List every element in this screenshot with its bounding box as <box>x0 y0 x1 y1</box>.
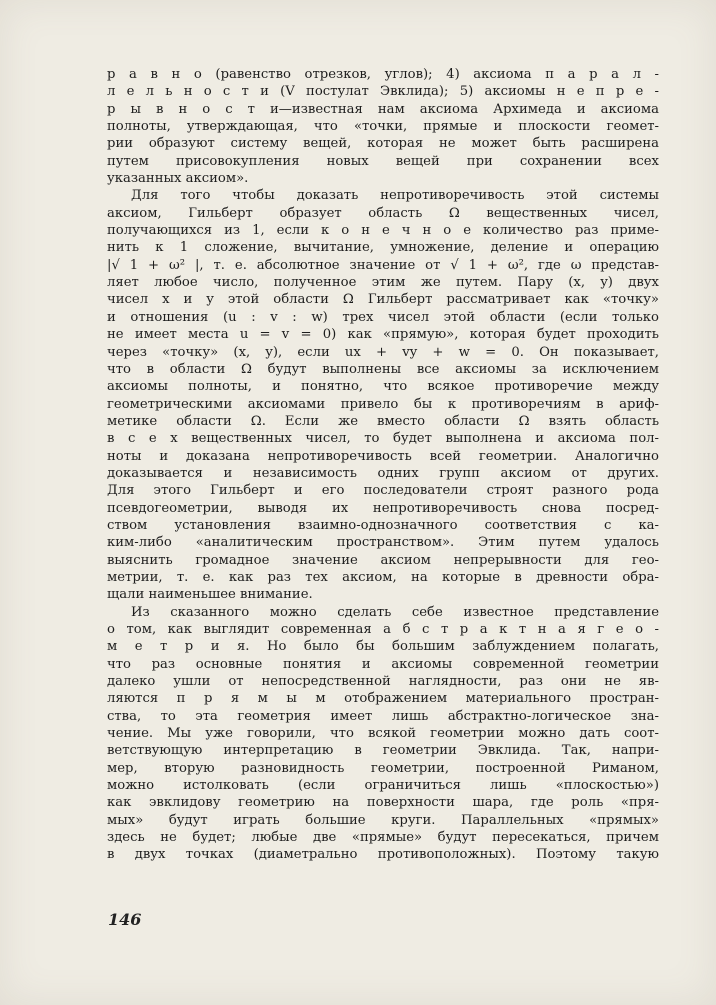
text-line: м е т р и я. Но было бы большим заблуждением полагать, <box>107 639 659 655</box>
text-line: геометрическими аксиомами привело бы к противоречиям в ариф- <box>107 396 659 412</box>
body-text <box>107 66 659 864</box>
text-line: аксиомы полноты, и понятно, что всякое противоречие между <box>107 379 659 395</box>
text-line: ляются п р я м ы м отображением материального простран- <box>107 691 659 707</box>
text-line: ством установления взаимно-однозначного соответствия с ка- <box>107 517 659 533</box>
text-line: Для этого Гильберт и его последователи строят разного рода <box>107 483 659 499</box>
text-line: |√ 1 + ω² |, т. е. абсолютное значение от √ 1 + ω², где ω представ- <box>107 257 659 273</box>
text-line: в двух точках (диаметрально противоположных). Поэтому такую <box>107 847 659 863</box>
text-line: щали наименьшее внимание. <box>107 587 313 603</box>
text-line: ветствующую интерпретацию в геометрии Эвклида. Так, напри- <box>107 743 659 759</box>
text-line: указанных аксиом». <box>107 171 249 187</box>
text-line: о том, как выглядит современная а б с т р а к т н а я г е о - <box>107 622 659 637</box>
text-line: нить к 1 сложение, вычитание, умножение, деление и операцию <box>107 240 659 256</box>
page-number: 146 <box>108 910 142 929</box>
text-line: чисел x и y этой области Ω Гильберт рассматривает как «точку» <box>107 292 659 308</box>
text-line: метрии, т. е. как раз тех аксиом, на которые в древности обра- <box>107 569 659 585</box>
text-line: получающихся из 1, если к о н е ч н о е количество раз приме- <box>107 223 659 239</box>
text-line: через «точку» (x, y), если ux + vy + w = 0. Он показывает, <box>107 344 659 360</box>
text-line: Для того чтобы доказать непротиворечивость этой системы <box>131 188 659 204</box>
text-line: аксиом, Гильберт образует область Ω вещественных чисел, <box>107 205 659 221</box>
text-line: ляет любое число, полученное этим же путем. Пару (x, y) двух <box>107 275 659 291</box>
paragraph-2 <box>107 187 659 603</box>
text-line: выяснить громадное значение аксиом непрерывности для гео- <box>107 552 659 568</box>
text-line: в с е х вещественных чисел, то будет выполнена и аксиома пол- <box>107 431 659 447</box>
text-line: ким-либо «аналитическим пространством». Этим путем удалось <box>107 535 659 551</box>
text-line: и отношения (u : v : w) трех чисел этой области (если только <box>107 309 659 325</box>
text-line: далеко ушли от непосредственной наглядности, раз они не яв- <box>107 674 659 690</box>
paragraph-1 <box>107 66 659 187</box>
text-line: можно истолковать (если ограничиться лишь «плоскостью») <box>107 778 659 794</box>
text-line: ства, то эта геометрия имеет лишь абстрактно-логическое зна- <box>107 708 659 724</box>
text-line: р ы в н о с т и—известная нам аксиома Архимеда и аксиома <box>107 101 659 117</box>
text-line: рии образуют систему вещей, которая не может быть расширена <box>107 136 659 152</box>
text-line: чение. Мы уже говорили, что всякой геометрии можно дать соот- <box>107 726 659 742</box>
text-line: ноты и доказана непротиворечивость всей геометрии. Аналогично <box>107 448 659 464</box>
text-line: метике области Ω. Если же вместо области Ω взять область <box>107 413 659 429</box>
text-line: р а в н о (равенство отрезков, углов); 4) аксиома п а р а л - <box>107 67 659 82</box>
text-line: здесь не будет; любые две «прямые» будут пересекаться, причем <box>107 830 659 846</box>
text-line: мер, вторую разновидность геометрии, построенной Риманом, <box>107 760 659 776</box>
text-line: полноты, утверждающая, что «точки, прямые и плоскости геомет- <box>107 119 659 135</box>
text-line: доказывается и независимость одних групп аксиом от других. <box>107 465 659 481</box>
text-line: как эвклидову геометрию на поверхности шара, где роль «пря- <box>107 795 659 811</box>
text-line: Из сказанного можно сделать себе известное представление <box>131 604 659 620</box>
text-line: что раз основные понятия и аксиомы современной геометрии <box>107 656 659 672</box>
text-line: л е л ь н о с т и (V постулат Эвклида); 5) аксиомы н е п р е - <box>107 84 659 100</box>
text-line: не имеет места u = v = 0) как «прямую», которая будет проходить <box>107 327 659 343</box>
text-line: мых» будут играть большие круги. Параллельных «прямых» <box>107 812 659 828</box>
text-line: что в области Ω будут выполнены все аксиомы за исключением <box>107 361 659 377</box>
text-line: псевдогеометрии, выводя их непротиворечивость снова посред- <box>107 500 659 516</box>
text-line: путем присовокупления новых вещей при сохранении всех <box>107 153 659 169</box>
paragraph-3 <box>107 604 659 864</box>
